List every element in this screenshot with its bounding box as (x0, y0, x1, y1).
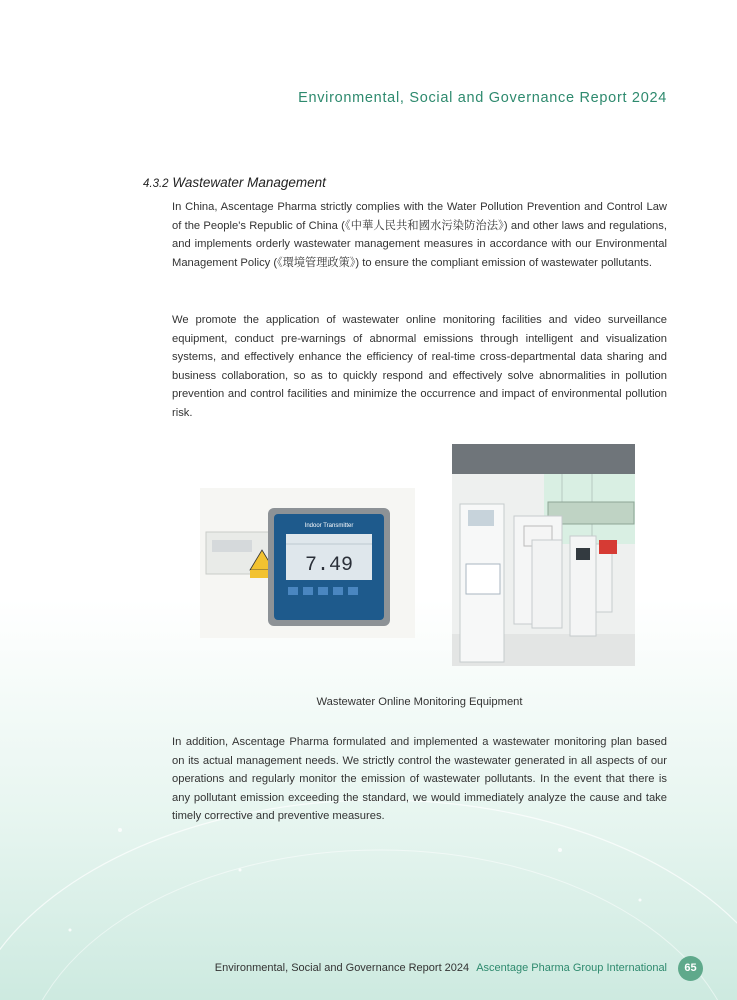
footer-report-title: Environmental, Social and Governance Report 2024 (214, 962, 470, 974)
report-header-title: Environmental, Social and Governance Report 2024 (298, 90, 667, 106)
photo-transmitter-panel (200, 488, 415, 638)
footer-company-name: Ascentage Pharma Group International (476, 962, 667, 974)
paragraph-compliance: In China, Ascentage Pharma strictly complies with the Water Pollution Prevention and Control Law of the People's Republic of China (《中華人民共和國水污染防治法》) and other laws and regulations, and implements orderly wastewater management measures in accordance with our Environmental Management Policy (《環境管理政策》) to ensure the compliant emission of wastewater pollutants. (172, 201, 667, 269)
page-number-badge: 65 (678, 956, 703, 981)
paragraph-monitoring: We promote the application of wastewater online monitoring facilities and video surveillance equipment, conduct pre-warnings of abnormal emissions through intelligent and visualization systems, and effectively enhance the efficiency of real-time cross-departmental data sharing and business collaboration, so as to quickly respond and effectively solve abnormalities in pollution prevention and control facilities and minimize the occurrence and impact of environmental pollution risk. (172, 314, 667, 419)
section-title: Wastewater Management (172, 175, 326, 190)
figure-caption: Wastewater Online Monitoring Equipment (316, 696, 523, 708)
section-number: 4.3.2 (143, 178, 169, 190)
footer (215, 962, 667, 974)
paragraph-monitoring-plan: In addition, Ascentage Pharma formulated and implemented a wastewater monitoring plan based on its actual management needs. We strictly control the wastewater generated in all aspects of our operations and regularly monitor the emission of wastewater pollutants. In the event that there is any pollutant emission exceeding the standard, we would immediately analyze the cause and take timely corrective and preventive measures. (172, 736, 667, 822)
photo-monitoring-cabinets (452, 444, 635, 666)
section-heading (143, 175, 326, 190)
device-label: Indoor Transmitter (304, 523, 354, 529)
device-reading: 7.49 (304, 554, 354, 577)
